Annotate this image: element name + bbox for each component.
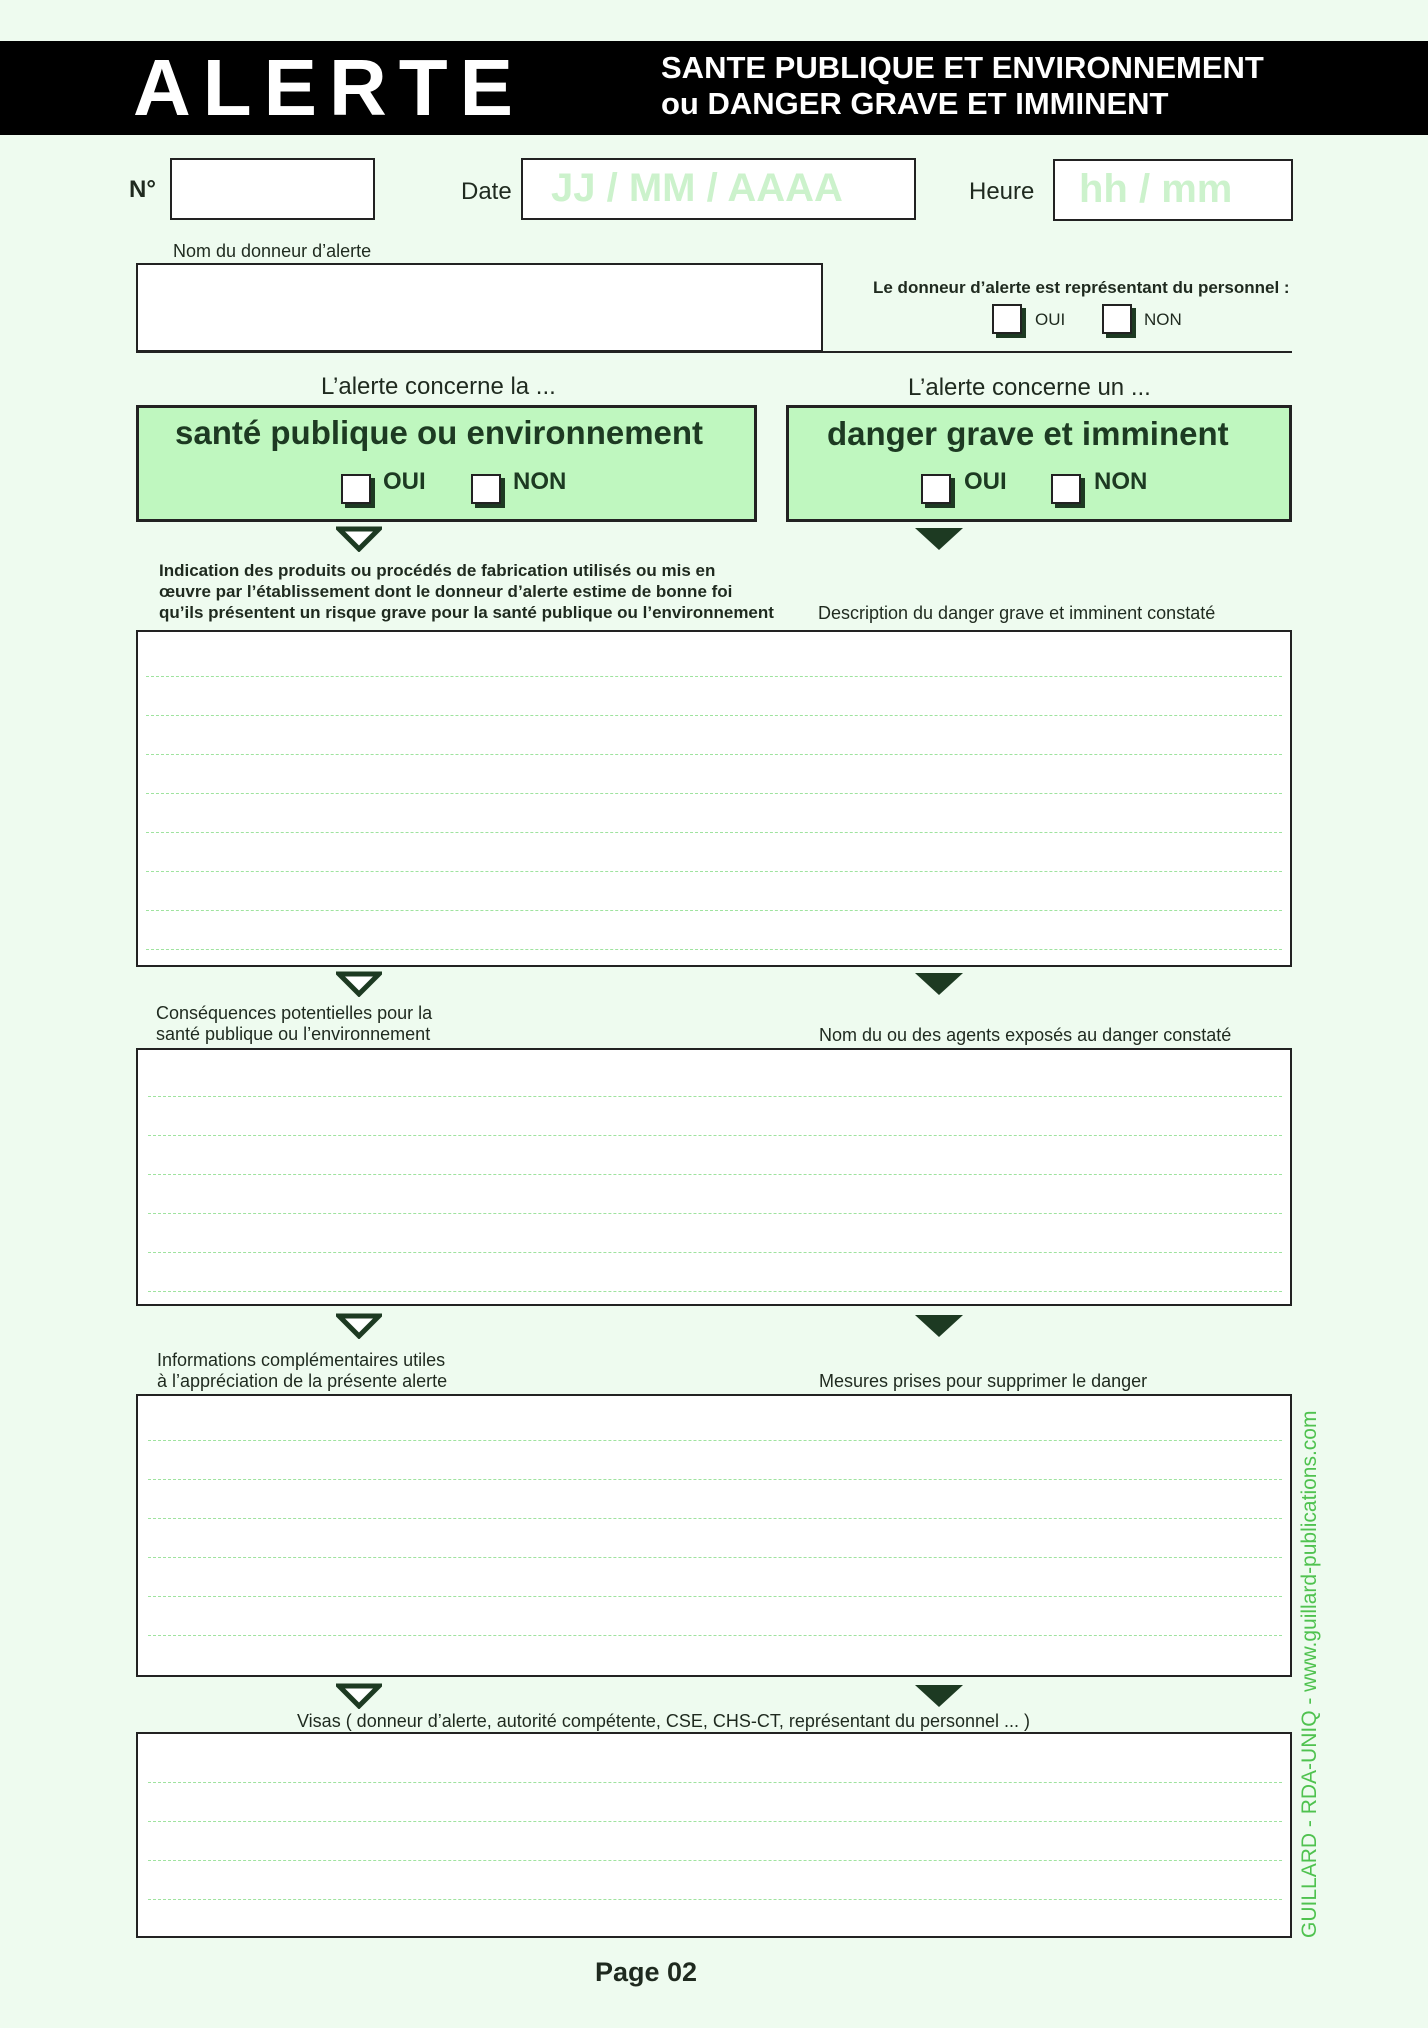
writing-line bbox=[148, 1782, 1282, 1783]
public-health-no-checkbox[interactable] bbox=[471, 474, 501, 504]
right-panel-intro: L’alerte concerne un ... bbox=[908, 374, 1151, 401]
left-panel-intro: L’alerte concerne la ... bbox=[321, 373, 556, 400]
writing-line bbox=[146, 871, 1282, 872]
writing-line bbox=[148, 1291, 1282, 1292]
down-arrow-filled-icon bbox=[915, 526, 963, 552]
representative-question: Le donneur d’alerte est représentant du personnel : bbox=[873, 278, 1290, 297]
public-health-yes-checkbox[interactable] bbox=[341, 474, 371, 504]
number-field[interactable] bbox=[170, 158, 375, 220]
description-area[interactable] bbox=[136, 630, 1292, 967]
time-field[interactable] bbox=[1053, 159, 1293, 221]
public-health-no-label: NON bbox=[513, 468, 567, 495]
writing-line bbox=[148, 1899, 1282, 1900]
down-arrow-outline-icon bbox=[336, 971, 382, 997]
measures-label: Mesures prises pour supprimer le danger bbox=[819, 1371, 1148, 1391]
writing-line bbox=[148, 1252, 1282, 1253]
writing-line bbox=[146, 676, 1282, 677]
writing-line bbox=[148, 1557, 1282, 1558]
consequences-label-line-2: santé publique ou l’environnement bbox=[156, 1024, 431, 1044]
consequences-label bbox=[156, 1003, 432, 1045]
products-label-line-2: œuvre par l’établissement dont le donneur d’alerte estime de bonne foi bbox=[159, 582, 733, 601]
subtitle-line-2: ou DANGER GRAVE ET IMMINENT bbox=[661, 86, 1169, 121]
writing-line bbox=[146, 715, 1282, 716]
subtitle-line-1: SANTE PUBLIQUE ET ENVIRONNEMENT bbox=[661, 50, 1264, 85]
products-label-line-1: Indication des produits ou procédés de fabrication utilisés ou mis en bbox=[159, 561, 716, 580]
serious-danger-yes-label: OUI bbox=[964, 468, 1007, 495]
representative-no-checkbox[interactable] bbox=[1102, 304, 1132, 334]
visas-area[interactable] bbox=[136, 1732, 1292, 1938]
whistleblower-name-label: Nom du donneur d’alerte bbox=[173, 241, 372, 261]
consequences-label-line-1: Conséquences potentielles pour la bbox=[156, 1003, 433, 1023]
public-health-yes-label: OUI bbox=[383, 468, 426, 495]
time-label: Heure bbox=[969, 178, 1035, 205]
serious-danger-no-label: NON bbox=[1094, 468, 1148, 495]
date-label: Date bbox=[461, 178, 512, 205]
writing-line bbox=[146, 832, 1282, 833]
down-arrow-outline-icon bbox=[336, 526, 382, 552]
additional-info-label-line-2: à l’appréciation de la présente alerte bbox=[157, 1371, 448, 1391]
down-arrow-filled-icon bbox=[915, 1683, 963, 1709]
additional-info-label bbox=[157, 1350, 447, 1392]
down-arrow-outline-icon bbox=[336, 1313, 382, 1339]
date-placeholder: JJ / MM / AAAA bbox=[551, 166, 843, 210]
writing-line bbox=[148, 1518, 1282, 1519]
additional-info-label-line-1: Informations complémentaires utiles bbox=[157, 1350, 446, 1370]
writing-line bbox=[148, 1135, 1282, 1136]
writing-line bbox=[146, 910, 1282, 911]
whistleblower-name-field[interactable] bbox=[136, 263, 823, 352]
writing-line bbox=[146, 793, 1282, 794]
down-arrow-filled-icon bbox=[915, 971, 963, 997]
page-number: Page 02 bbox=[595, 1957, 698, 1987]
form-title: ALERTE bbox=[133, 43, 525, 132]
danger-description-label: Description du danger grave et imminent constaté bbox=[818, 603, 1216, 623]
products-label bbox=[159, 560, 774, 623]
representative-yes-label: OUI bbox=[1035, 310, 1066, 329]
writing-line bbox=[148, 1479, 1282, 1480]
exposed-agents-label: Nom du ou des agents exposés au danger constaté bbox=[819, 1025, 1232, 1045]
serious-danger-panel bbox=[786, 405, 1292, 522]
writing-line bbox=[148, 1596, 1282, 1597]
form-subtitle bbox=[661, 50, 1264, 122]
public-health-panel bbox=[136, 405, 757, 522]
writing-line bbox=[148, 1821, 1282, 1822]
consequences-area[interactable] bbox=[136, 1048, 1292, 1306]
visas-label: Visas ( donneur d’alerte, autorité compétente, CSE, CHS-CT, représentant du personnel ... ) bbox=[297, 1711, 1031, 1731]
serious-danger-title: danger grave et imminent bbox=[827, 415, 1229, 452]
down-arrow-outline-icon bbox=[336, 1683, 382, 1709]
products-label-line-3: qu’ils présentent un risque grave pour la santé publique ou l’environnement bbox=[159, 603, 774, 622]
down-arrow-filled-icon bbox=[915, 1313, 963, 1339]
date-field[interactable] bbox=[521, 158, 916, 220]
representative-no-label: NON bbox=[1144, 310, 1182, 329]
publisher-side-text: GUILLARD - RDA-UNIQ - www.guillard-publications.com bbox=[1298, 1410, 1321, 1938]
writing-line bbox=[146, 949, 1282, 950]
serious-danger-yes-checkbox[interactable] bbox=[921, 474, 951, 504]
divider bbox=[136, 351, 1292, 353]
writing-line bbox=[148, 1635, 1282, 1636]
representative-yes-checkbox[interactable] bbox=[992, 304, 1022, 334]
writing-line bbox=[148, 1213, 1282, 1214]
number-label: N° bbox=[129, 176, 156, 203]
writing-line bbox=[148, 1096, 1282, 1097]
writing-line bbox=[148, 1440, 1282, 1441]
writing-line bbox=[146, 754, 1282, 755]
time-placeholder: hh / mm bbox=[1079, 167, 1233, 211]
writing-line bbox=[148, 1860, 1282, 1861]
writing-line bbox=[148, 1174, 1282, 1175]
additional-info-area[interactable] bbox=[136, 1394, 1292, 1677]
public-health-title: santé publique ou environnement bbox=[175, 414, 704, 451]
serious-danger-no-checkbox[interactable] bbox=[1051, 474, 1081, 504]
